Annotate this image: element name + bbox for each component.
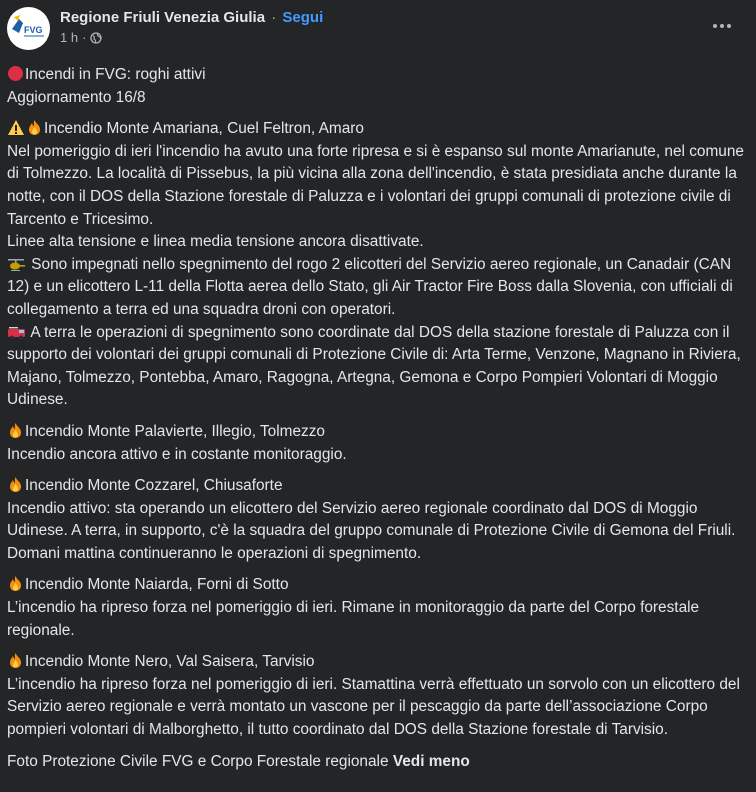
section-paragraph: Nel pomeriggio di ieri l'incendio ha avuto una forte ripresa e si è espanso sul monte Amarianute, nel comune di Tolmezzo. La località di Pissebus, la più vicina alla zona dell'incendio, è stata presidiata anche durante la notte, con il DOS della Stazione forestale di Paluzza e i volontari dei gruppi comunali di protezione civile di Tarcento e Tricesimo. <box>7 142 744 228</box>
fvg-logo-icon <box>7 7 50 50</box>
section-paragraph: Incendio attivo: sta operando un elicottero del Servizio aereo regionale coordinato dal DOS di Moggio Udinese. A terra, in supporto, c'è la squadra del gruppo comunale di Protezione Civile di Gemona del Friuli. Domani mattina continueranno le operazioni di spegnimento. <box>7 499 736 562</box>
more-options-icon[interactable] <box>710 14 734 38</box>
section-paragraph: L’incendio ha ripreso forza nel pomeriggio di ieri. Rimane in monitoraggio da parte del Corpo forestale regionale. <box>7 599 700 639</box>
fire-icon <box>26 119 43 136</box>
see-less-link[interactable]: Vedi meno <box>392 752 470 770</box>
page-avatar[interactable] <box>7 7 50 50</box>
fire-icon <box>7 422 24 439</box>
section-title-text: Incendio Monte Amariana, Cuel Feltron, Amaro <box>44 120 364 138</box>
fire-icon <box>7 652 24 669</box>
section-title <box>7 118 746 141</box>
section-paragraph <box>7 254 746 322</box>
section-title-text: Incendio Monte Naiarda, Forni di Sotto <box>25 576 289 594</box>
section-title <box>7 421 746 444</box>
post-update: Aggiornamento 16/8 <box>7 88 146 106</box>
warning-icon <box>7 119 25 136</box>
post-title: Incendi in FVG: roghi attivi <box>25 66 206 83</box>
fire-icon <box>7 476 24 493</box>
section-paragraph <box>7 322 746 412</box>
post-header <box>7 6 746 64</box>
section-paragraph-text: A terra le operazioni di spegnimento sono coordinate dal DOS della stazione forestale di Paluzza con il supporto dei volontari dei gruppi comunali di Protezione Civile di: Arta Terme, Venzone, Magnano in Riviera, Majano, Tolmezzo, Pontebba, Amaro, Ragogna, Artegna, Gemona e Corpo Pompieri Volontari di Moggio Udinese. <box>7 323 741 409</box>
section-paragraph: L’incendio ha ripreso forza nel pomeriggio di ieri. Stamattina verrà effettuato un sorvolo con un elicottero del Servizio aereo regionale e verrà montato un vascone per il pescaggio da parte dell’associazione Corpo pompieri volontari di Malborghetto, il tutto coordinato dal DOS della Stazione forestale di Tarvisio. <box>7 675 740 739</box>
section-title-text: Incendio Monte Cozzarel, Chiusaforte <box>25 477 283 495</box>
name-separator: · <box>271 9 277 26</box>
section-title <box>7 651 746 674</box>
fire-icon <box>7 575 24 592</box>
section-title <box>7 475 746 498</box>
post-title-line <box>7 64 746 87</box>
avatar-text: FVG <box>24 25 43 35</box>
post-footer <box>7 751 746 774</box>
red-circle-icon <box>7 65 24 82</box>
section-paragraph-text: Sono impegnati nello spegnimento del rogo 2 elicotteri del Servizio aereo regionale, un Canadair (CAN 12) e un elicottero L-11 della Flotta aerea dello Stato, gli Air Tractor Fire Boss dalla Slovenia, con ufficiali di collegamento a terra ed una squadra droni con operatori. <box>7 255 733 318</box>
section-paragraph: Linee alta tensione e linea media tensione ancora disattivate. <box>7 233 424 251</box>
section-title <box>7 574 746 597</box>
fire-engine-icon <box>7 325 26 340</box>
page-name[interactable]: Regione Friuli Venezia Giulia <box>60 9 266 26</box>
meta-separator: · <box>82 30 87 45</box>
section-paragraph: Incendio ancora attivo e in costante monitoraggio. <box>7 445 347 463</box>
section-title-text: Incendio Monte Palavierte, Illegio, Tolmezzo <box>25 422 325 440</box>
follow-button[interactable]: Segui <box>282 9 324 26</box>
section-title-text: Incendio Monte Nero, Val Saisera, Tarvisio <box>25 653 315 671</box>
post-body <box>7 64 746 773</box>
photo-credits: Foto Protezione Civile FVG e Corpo Forestale regionale <box>7 752 393 770</box>
post-time[interactable]: 1 h <box>60 30 79 45</box>
globe-icon <box>90 32 102 44</box>
helicopter-icon <box>7 257 26 272</box>
